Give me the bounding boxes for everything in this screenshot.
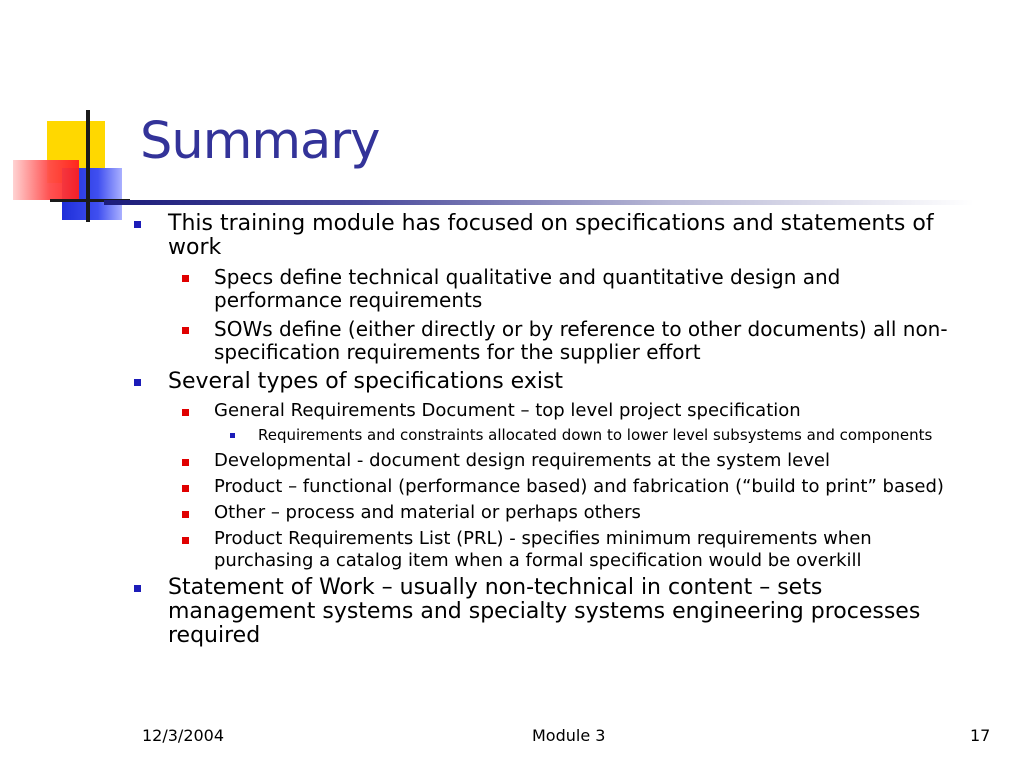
bullet-item	[130, 576, 970, 648]
square-bullet-icon	[134, 585, 141, 592]
footer-date: 12/3/2004	[142, 726, 225, 745]
square-bullet-icon	[134, 221, 141, 228]
decorative-red-square	[13, 160, 79, 200]
slide-body	[130, 208, 970, 654]
square-bullet-icon	[182, 459, 189, 466]
bullet-item	[130, 528, 970, 572]
bullet-item	[130, 476, 970, 498]
bullet-text: Requirements and constraints allocated down to lower level subsystems and components	[258, 426, 933, 444]
bullet-text: Specs define technical qualitative and quantitative design and performance requirements	[214, 265, 841, 312]
square-bullet-icon	[182, 409, 189, 416]
bullet-item	[130, 212, 970, 260]
square-bullet-icon	[134, 379, 141, 386]
footer-module: Module 3	[532, 726, 606, 745]
bullet-text: Developmental - document design requirements at the system level	[214, 450, 830, 471]
bullet-item	[130, 400, 970, 422]
bullet-text: This training module has focused on specifications and statements of work	[168, 211, 934, 260]
square-bullet-icon	[182, 275, 189, 282]
bullet-item	[130, 318, 970, 364]
footer-page-number: 17	[970, 726, 991, 745]
square-bullet-icon	[182, 537, 189, 544]
square-bullet-icon	[182, 511, 189, 518]
bullet-item	[130, 266, 970, 312]
bullet-item	[130, 502, 970, 524]
bullet-text: Product Requirements List (PRL) - specifies minimum requirements when purchasing a catalog item when a formal specification would be overkill	[214, 528, 872, 571]
bullet-text: Statement of Work – usually non-technical in content – sets management systems and specialty systems engineering processes required	[168, 575, 921, 648]
title-underline	[104, 200, 974, 205]
bullet-text: Several types of specifications exist	[168, 369, 564, 394]
bullet-item	[130, 450, 970, 472]
bullet-item	[130, 370, 970, 394]
bullet-text: SOWs define (either directly or by reference to other documents) all non-specification requirements for the supplier effort	[214, 317, 948, 364]
bullet-text: Product – functional (performance based) and fabrication (“build to print” based)	[214, 476, 944, 497]
square-bullet-icon	[182, 327, 189, 334]
bullet-item	[130, 426, 970, 444]
slide-title: Summary	[140, 112, 380, 171]
square-bullet-icon	[230, 433, 235, 438]
decorative-vertical-line	[86, 110, 90, 222]
square-bullet-icon	[182, 485, 189, 492]
bullet-text: Other – process and material or perhaps others	[214, 502, 641, 523]
bullet-text: General Requirements Document – top level project specification	[214, 400, 801, 421]
